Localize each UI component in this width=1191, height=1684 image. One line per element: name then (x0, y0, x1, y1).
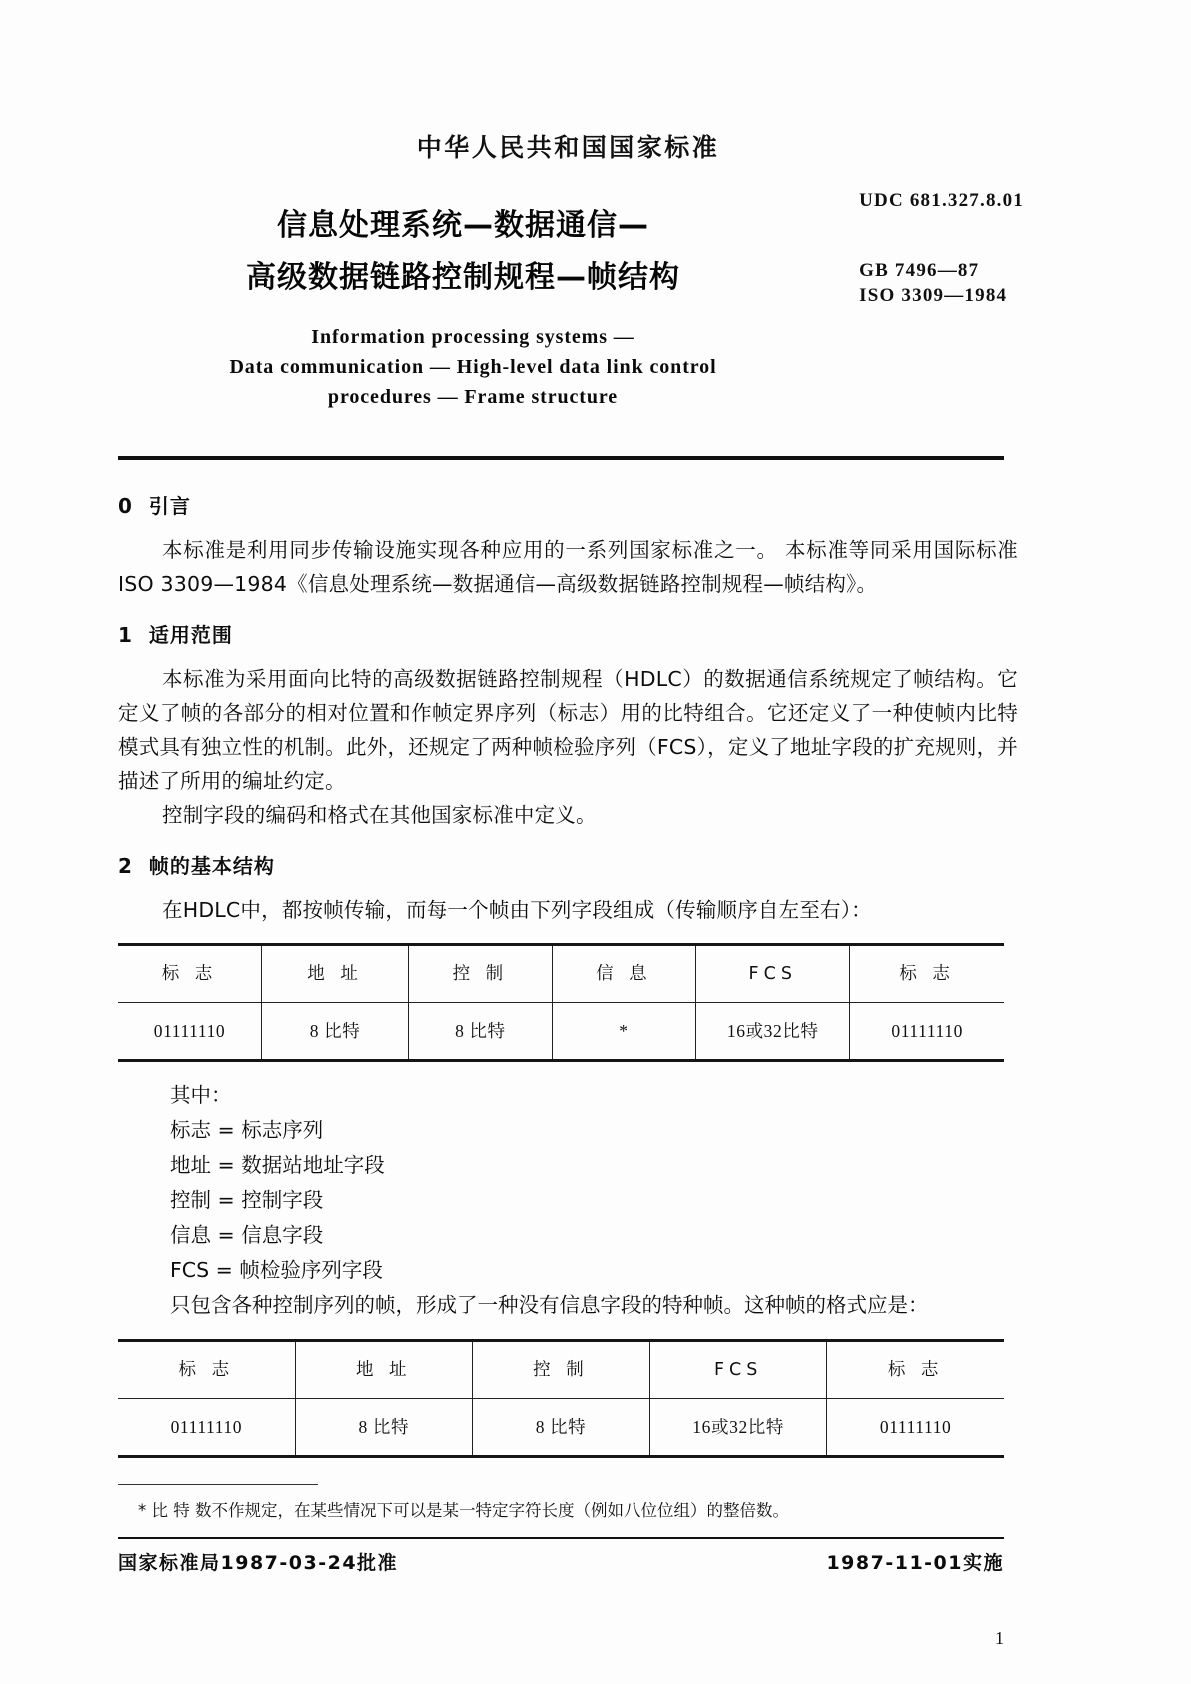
special-frame-note: 只包含各种控制序列的帧，形成了一种没有信息字段的特种帧。这种帧的格式应是： (170, 1293, 929, 1317)
table-row (118, 945, 1004, 1003)
section-heading-2 (118, 850, 1018, 883)
table-cell: * (552, 1003, 696, 1061)
frame-structure-table-short (118, 1339, 1004, 1458)
section-number-0: 0 (118, 494, 133, 518)
table-header-cell: 控 制 (409, 945, 553, 1003)
section-1-paragraph-1: 本标准为采用面向比特的高级数据链路控制规程（HDLC）的数据通信系统规定了帧结构。它定义了帧的各部分的相对位置和作帧定界序列（标志）用的比特组合。它还定义了一种使帧内比特模式具有独立性的机制。此外，还规定了两种帧检验序列（FCS），定义了地址字段的扩充规则，并描述了所用的编址约定。 (118, 667, 1018, 793)
definition-list (170, 1078, 1018, 1323)
table-row (118, 1399, 1004, 1457)
section-heading-1 (118, 619, 1018, 652)
gb-standard-number: GB 7496—87 (859, 260, 980, 281)
definition-intro: 其中： (170, 1083, 232, 1107)
section-title-0: 引言 (148, 494, 191, 518)
table-cell: 01111110 (118, 1399, 295, 1457)
table-header-cell: 地 址 (262, 945, 409, 1003)
footnote-text: * 比 特 数不作规定，在某些情况下可以是某一特定字符长度（例如八位位组）的整倍数。 (138, 1501, 789, 1520)
standard-number-block (859, 258, 1024, 308)
section-0-paragraph-1: 本标准是利用同步传输设施实现各种应用的一系列国家标准之一。 本标准等同采用国际标准 ISO 3309—1984《信息处理系统—数据通信—高级数据链路控制规程—帧结构》。 (118, 538, 1018, 596)
section-number-2: 2 (118, 854, 133, 878)
table-header-cell: 标 志 (118, 945, 262, 1003)
english-title-line-1: Information processing systems — (311, 326, 635, 348)
frame-structure-table-full (118, 943, 1004, 1062)
table-cell: 01111110 (850, 1003, 1004, 1061)
footer-divider (118, 1537, 1004, 1539)
table-cell: 8 比特 (262, 1003, 409, 1061)
title-block (118, 190, 1024, 310)
table-cell: 8 比特 (409, 1003, 553, 1061)
table-header-cell: 控 制 (472, 1341, 649, 1399)
footer (118, 1547, 1004, 1580)
chinese-title-line-1: 信息处理系统—数据通信— (277, 208, 649, 243)
english-title (118, 322, 1018, 412)
table-cell: 01111110 (118, 1003, 262, 1061)
definition-item: 地址 = 数据站地址字段 (170, 1153, 385, 1177)
implementation-date: 1987-11-01实施 (826, 1552, 1004, 1574)
masthead (118, 0, 1018, 164)
table-header-cell: FCS (650, 1341, 827, 1399)
table-header-cell: 地 址 (295, 1341, 472, 1399)
definition-item: 控制 = 控制字段 (170, 1188, 324, 1212)
table-cell: 16或32比特 (696, 1003, 850, 1061)
table-header-cell: 信 息 (552, 945, 696, 1003)
table-row (118, 1003, 1004, 1061)
body (118, 490, 1018, 1655)
page-content (118, 0, 1024, 1684)
chinese-title-line-2: 高级数据链路控制规程—帧结构 (246, 260, 680, 295)
section-2-paragraph-1: 在HDLC中，都按帧传输，而每一个帧由下列字段组成（传输顺序自左至右）： (162, 898, 872, 922)
udc-code: UDC 681.327.8.01 (859, 190, 1024, 211)
section-1-paragraph-2: 控制字段的编码和格式在其他国家标准中定义。 (162, 803, 597, 827)
definition-item: 标志 = 标志序列 (170, 1118, 324, 1142)
table-header-cell: 标 志 (827, 1341, 1004, 1399)
definition-item: FCS = 帧检验序列字段 (170, 1258, 383, 1282)
page-number: 1 (995, 1628, 1004, 1648)
definition-item: 信息 = 信息字段 (170, 1223, 324, 1247)
national-standard-label: 中华人民共和国国家标准 (416, 133, 720, 162)
english-title-line-3: procedures — Frame structure (327, 386, 619, 408)
section-heading-0 (118, 490, 1018, 523)
table-cell: 8 比特 (472, 1399, 649, 1457)
footnote-divider (118, 1484, 318, 1485)
approval-date: 国家标准局1987-03-24批准 (118, 1552, 399, 1574)
table-header-cell: 标 志 (118, 1341, 295, 1399)
table-cell: 01111110 (827, 1399, 1004, 1457)
table-row (118, 1341, 1004, 1399)
header-divider (118, 456, 1004, 460)
section-title-2: 帧的基本结构 (148, 854, 275, 878)
section-number-1: 1 (118, 623, 133, 647)
table-cell: 16或32比特 (650, 1399, 827, 1457)
section-title-1: 适用范围 (148, 623, 233, 647)
table-header-cell: 标 志 (850, 945, 1004, 1003)
english-title-line-2: Data communication — High-level data link control (229, 356, 717, 378)
iso-standard-number: ISO 3309—1984 (859, 285, 1008, 306)
standard-codes (859, 190, 1024, 308)
table-cell: 8 比特 (295, 1399, 472, 1457)
table-header-cell: FCS (696, 945, 850, 1003)
